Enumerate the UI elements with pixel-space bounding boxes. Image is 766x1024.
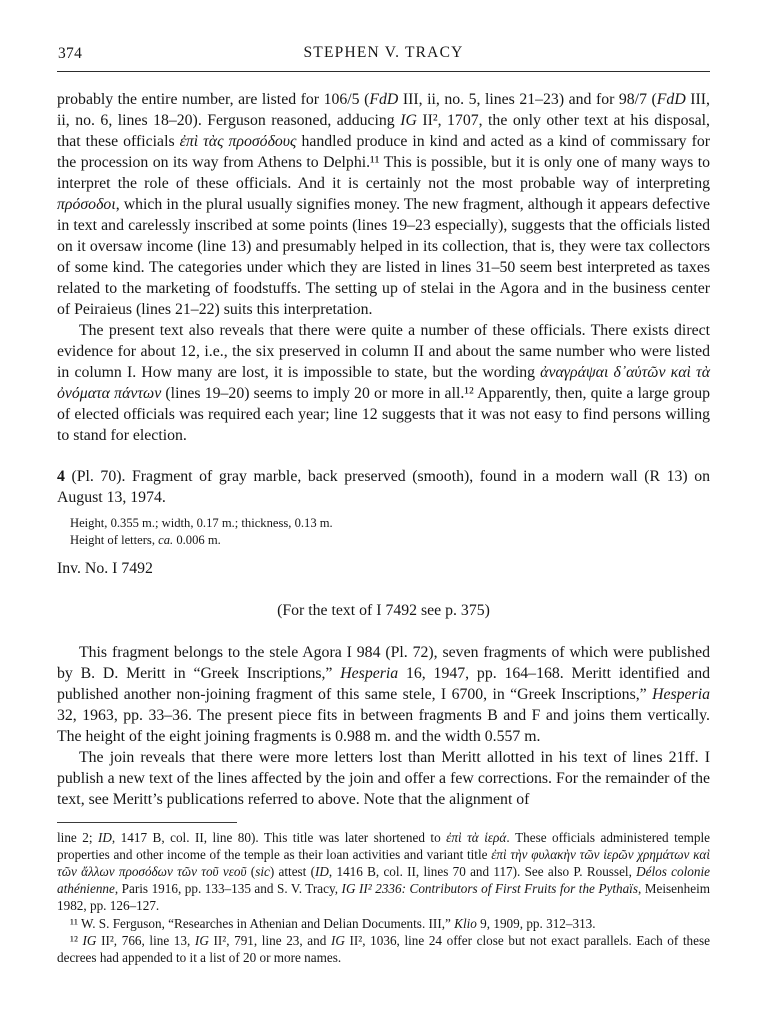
page-number: 374 xyxy=(58,45,83,62)
page-header xyxy=(57,44,710,64)
body-paragraph-4: The join reveals that there were more letters lost than Meritt allotted in his text of lines 21ff. I publish a new text of the lines affected by the join and offer a few corrections. For the remainder of the text, see Meritt’s publications referred to above. Note that the alignment of xyxy=(57,748,710,808)
running-head: STEPHEN V. TRACY xyxy=(303,44,464,61)
measurements-line-2: Height of letters, ca. 0.006 m. xyxy=(70,532,221,547)
catalog-entry-heading: 4 (Pl. 70). Fragment of gray marble, back preserved (smooth), found in a modern wall (R 13) on August 13, 1974. xyxy=(57,468,710,506)
footnotes-section xyxy=(57,822,710,967)
inventory-number: Inv. No. I 7492 xyxy=(57,559,153,577)
footnote-12: ¹² IG II², 766, line 13, IG II², 791, line 23, and IG II², 1036, line 24 offer close but not exact parallels. Each of these decrees had appended to it a list of 20 or more names. xyxy=(57,932,710,966)
footnote-11: ¹¹ W. S. Ferguson, “Researches in Athenian and Delian Documents. III,” Klio 9, 1909, pp. 312–313. xyxy=(70,915,596,931)
header-rule xyxy=(57,71,710,72)
measurements-line-1: Height, 0.355 m.; width, 0.17 m.; thickness, 0.13 m. xyxy=(70,516,333,530)
measurements-block xyxy=(70,515,710,549)
body-text xyxy=(57,89,710,810)
footnote-rule xyxy=(57,822,237,823)
body-paragraph-3: This fragment belongs to the stele Agora I 984 (Pl. 72), seven fragments of which were published by B. D. Meritt in “Greek Inscriptions,” Hesperia 16, 1947, pp. 164–168. Meritt identified and published another non-joining fragment of this same stele, I 6700, in “Greek Inscriptions,” Hesperia 32, 1963, pp. 33–36. The present piece fits in between fragments B and F and joins them vertically. The height of the eight joining fragments is 0.988 m. and the width 0.557 m. xyxy=(57,643,710,745)
footnote-10-continuation: line 2; ID, 1417 B, col. II, line 80). This title was later shortened to ἐπὶ τὰ ἱερά. These officials administered temple properties and other income of the temple as their loan activities and variant title ἐπὶ τὴν φυλακὴν τῶν ἱερῶν χρημάτων καὶ τῶν ἄλλων προσόδων τῶν τοῦ νεοῦ (sic) attest (ID, 1416 B, col. II, lines 70 and 117). See also P. Roussel, Délos colonie athénienne, Paris 1916, pp. 133–135 and S. V. Tracy, IG II² 2336: Contributors of First Fruits for the Pythaïs, Meisenheim 1982, pp. 126–127. xyxy=(57,829,710,914)
body-paragraph-1: probably the entire number, are listed for 106/5 (FdD III, ii, no. 5, lines 21–23) and for 98/7 (FdD III, ii, no. 6, lines 18–20). Ferguson reasoned, adducing IG II², 1707, the only other text at his disposal, that these officials ἐπὶ τὰς προσόδους handled produce in kind and acted as a kind of commissary for the procession on its way from Athens to Delphi.¹¹ This is possible, but it is only one of many ways to interpret the role of these officials. And it is certainly not the most probable way of interpreting πρόσοδοι, which in the plural usually signifies money. The new fragment, although it appears defective in text and carelessly inscribed at some points (lines 19–23 especially), suggests that the officials listed on it oversaw income (line 13) and presumably helped in its collection, that is, they were tax collectors of some kind. The categories under which they are listed in lines 31–50 seem best interpreted as taxes related to the marketing of foodstuffs. The setting up of stelai in the Agora and in the business center of Peiraieus (lines 21–22) suits this interpretation. xyxy=(57,91,710,318)
cross-reference-note: (For the text of I 7492 see p. 375) xyxy=(277,601,490,619)
body-paragraph-2: The present text also reveals that there were quite a number of these officials. There exists direct evidence for about 12, i.e., the six preserved in column II and about the same number who were listed in column I. How many are lost, it is impossible to state, but the wording ἀναγράψαι δ᾽αὑτῶν καὶ τὰ ὀνόματα πάντων (lines 19–20) seems to imply 20 or more in all.¹² Apparently, then, quite a large group of elected officials was required each year; line 12 suggests that it was not easy to find persons willing to stand for election. xyxy=(57,322,710,444)
